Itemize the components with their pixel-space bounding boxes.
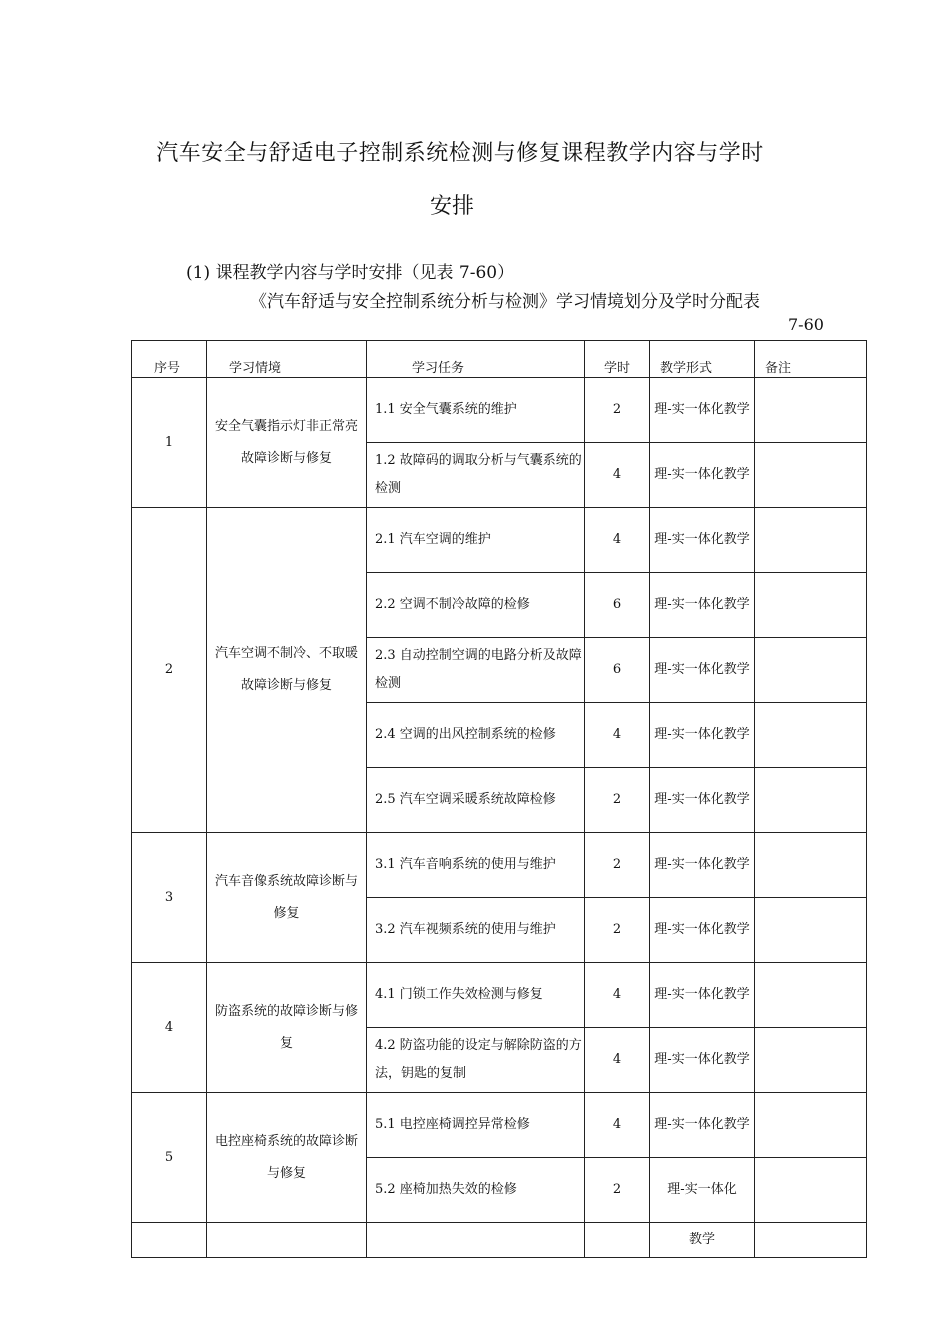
document-title-continued: 安排 <box>430 194 475 219</box>
remarks <box>755 1093 867 1158</box>
teaching-form: 理-实一体化教学 <box>650 1028 755 1093</box>
teaching-form: 理-实一体化教学 <box>650 833 755 898</box>
header-hours: 学时 <box>585 341 650 378</box>
learning-task: 2.3 自动控制空调的电路分析及故障检测 <box>367 638 585 703</box>
hours: 2 <box>585 1158 650 1223</box>
hours: 4 <box>585 443 650 508</box>
section-heading: (1) 课程教学内容与学时安排（见表 7-60） <box>186 263 515 283</box>
remarks <box>755 963 867 1028</box>
row-number: 1 <box>132 378 207 508</box>
learning-situation: 汽车空调不制冷、不取暖故障诊断与修复 <box>207 508 367 833</box>
hours: 4 <box>585 1028 650 1093</box>
learning-task: 2.5 汽车空调采暖系统故障检修 <box>367 768 585 833</box>
teaching-form: 理-实一体化 <box>650 1158 755 1223</box>
table-row <box>132 833 867 898</box>
empty-cell <box>755 1223 867 1258</box>
learning-task: 3.2 汽车视频系统的使用与维护 <box>367 898 585 963</box>
remarks <box>755 573 867 638</box>
empty-cell <box>207 1223 367 1258</box>
teaching-form: 理-实一体化教学 <box>650 703 755 768</box>
learning-situation: 汽车音像系统故障诊断与修复 <box>207 833 367 963</box>
remarks <box>755 1158 867 1223</box>
remarks <box>755 898 867 963</box>
remarks <box>755 1028 867 1093</box>
teaching-form: 理-实一体化教学 <box>650 898 755 963</box>
learning-task: 1.2 故障码的调取分析与气囊系统的检测 <box>367 443 585 508</box>
learning-task: 2.1 汽车空调的维护 <box>367 508 585 573</box>
schedule-table <box>131 340 867 1258</box>
learning-task: 1.1 安全气囊系统的维护 <box>367 378 585 443</box>
table-caption: 《汽车舒适与安全控制系统分析与检测》学习情境划分及学时分配表 <box>250 292 760 312</box>
table-row <box>132 508 867 573</box>
teaching-form: 理-实一体化教学 <box>650 443 755 508</box>
remarks <box>755 703 867 768</box>
hours: 2 <box>585 768 650 833</box>
hours: 4 <box>585 963 650 1028</box>
teaching-form: 理-实一体化教学 <box>650 638 755 703</box>
header-remarks: 备注 <box>755 341 867 378</box>
teaching-form: 理-实一体化教学 <box>650 508 755 573</box>
learning-task: 2.4 空调的出风控制系统的检修 <box>367 703 585 768</box>
learning-task: 4.2 防盗功能的设定与解除防盗的方法，钥匙的复制 <box>367 1028 585 1093</box>
empty-cell <box>585 1223 650 1258</box>
learning-task: 5.2 座椅加热失效的检修 <box>367 1158 585 1223</box>
document-title: 汽车安全与舒适电子控制系统检测与修复课程教学内容与学时 <box>156 141 764 166</box>
teaching-form: 理-实一体化教学 <box>650 768 755 833</box>
teaching-form: 理-实一体化教学 <box>650 573 755 638</box>
remarks <box>755 768 867 833</box>
hours: 6 <box>585 638 650 703</box>
header-no: 序号 <box>132 341 207 378</box>
table-header-row <box>132 341 867 378</box>
hours: 4 <box>585 508 650 573</box>
remarks <box>755 443 867 508</box>
row-number: 2 <box>132 508 207 833</box>
remarks <box>755 378 867 443</box>
table-row <box>132 1093 867 1158</box>
header-situation: 学习情境 <box>207 341 367 378</box>
row-number: 5 <box>132 1093 207 1223</box>
table-number: 7-60 <box>788 315 824 334</box>
hours: 4 <box>585 1093 650 1158</box>
empty-cell <box>132 1223 207 1258</box>
table-row <box>132 378 867 443</box>
hours: 2 <box>585 898 650 963</box>
row-number: 4 <box>132 963 207 1093</box>
teaching-form: 理-实一体化教学 <box>650 378 755 443</box>
learning-situation: 防盗系统的故障诊断与修复 <box>207 963 367 1093</box>
learning-task: 3.1 汽车音响系统的使用与维护 <box>367 833 585 898</box>
teaching-form: 理-实一体化教学 <box>650 963 755 1028</box>
table-row <box>132 1223 867 1258</box>
hours: 4 <box>585 703 650 768</box>
teaching-form: 理-实一体化教学 <box>650 1093 755 1158</box>
row-number: 3 <box>132 833 207 963</box>
hours: 2 <box>585 833 650 898</box>
hours: 2 <box>585 378 650 443</box>
header-task: 学习任务 <box>367 341 585 378</box>
remarks <box>755 833 867 898</box>
remarks <box>755 508 867 573</box>
header-form: 教学形式 <box>650 341 755 378</box>
remarks <box>755 638 867 703</box>
learning-task: 2.2 空调不制冷故障的检修 <box>367 573 585 638</box>
teaching-form-continued: 教学 <box>650 1223 755 1258</box>
learning-situation: 电控座椅系统的故障诊断与修复 <box>207 1093 367 1223</box>
table-row <box>132 963 867 1028</box>
hours: 6 <box>585 573 650 638</box>
empty-cell <box>367 1223 585 1258</box>
learning-task: 4.1 门锁工作失效检测与修复 <box>367 963 585 1028</box>
learning-situation: 安全气囊指示灯非正常亮故障诊断与修复 <box>207 378 367 508</box>
learning-task: 5.1 电控座椅调控异常检修 <box>367 1093 585 1158</box>
